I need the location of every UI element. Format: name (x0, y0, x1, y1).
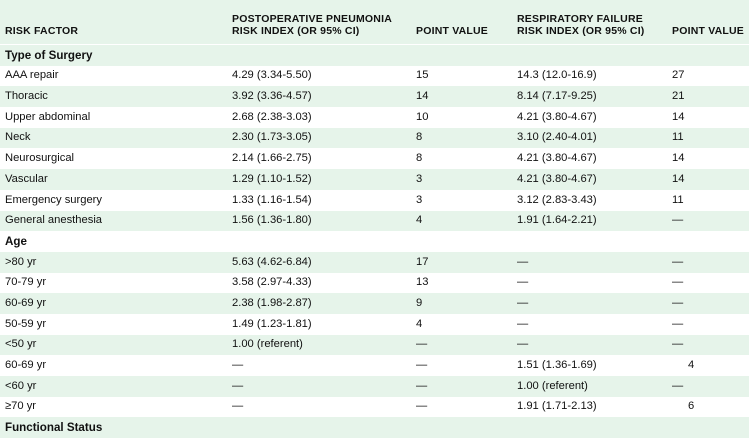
pneumonia-point-cell: — (416, 379, 428, 392)
table-row (0, 169, 749, 190)
pneumonia-index-cell: 1.33 (1.16-1.54) (232, 193, 312, 206)
respiratory-point-cell: 14 (672, 152, 685, 165)
respiratory-point-cell: — (672, 214, 684, 227)
pneumonia-point-cell: 8 (416, 152, 423, 165)
respiratory-index-cell: 1.91 (1.71-2.13) (517, 400, 597, 413)
risk-factor-cell: AAA repair (5, 69, 59, 82)
table-row (0, 148, 749, 169)
respiratory-index-cell: — (517, 338, 529, 351)
header-respiratory-line1: RESPIRATORY FAILURE (517, 13, 643, 25)
respiratory-point-cell: — (672, 379, 684, 392)
risk-factor-cell: Type of Surgery (5, 48, 93, 62)
pneumonia-index-cell: — (232, 379, 244, 392)
risk-factor-cell: Neurosurgical (5, 152, 75, 165)
respiratory-point-cell: — (672, 317, 684, 330)
pneumonia-point-cell: 8 (416, 131, 423, 144)
pneumonia-index-cell: 2.38 (1.98-2.87) (232, 296, 312, 309)
risk-factor-cell: 70-79 yr (5, 276, 47, 289)
pneumonia-index-cell: 5.63 (4.62-6.84) (232, 255, 312, 268)
pneumonia-index-cell: 4.29 (3.34-5.50) (232, 69, 312, 82)
respiratory-index-cell: 1.00 (referent) (517, 379, 588, 392)
pneumonia-index-cell: 2.30 (1.73-3.05) (232, 131, 312, 144)
pneumonia-point-cell: 4 (416, 214, 423, 227)
respiratory-point-cell: 14 (672, 110, 685, 123)
pneumonia-index-cell: 1.49 (1.23-1.81) (232, 317, 312, 330)
respiratory-point-cell: — (672, 296, 684, 309)
pneumonia-index-cell: 1.56 (1.36-1.80) (232, 214, 312, 227)
respiratory-point-cell: 11 (672, 131, 684, 144)
respiratory-index-cell: 3.12 (2.83-3.43) (517, 193, 597, 206)
table-row (0, 252, 749, 273)
table-row (0, 128, 749, 149)
table-row (0, 335, 749, 356)
header-point-value-2: POINT VALUE (672, 25, 745, 37)
pneumonia-point-cell: 9 (416, 296, 423, 309)
respiratory-index-cell: 4.21 (3.80-4.67) (517, 172, 597, 185)
respiratory-index-cell: — (517, 317, 529, 330)
respiratory-point-cell: — (672, 276, 684, 289)
pneumonia-index-cell: 3.92 (3.36-4.57) (232, 90, 312, 103)
risk-factor-cell: Upper abdominal (5, 110, 91, 123)
risk-factor-cell: Age (5, 234, 27, 248)
pneumonia-index-cell: 3.58 (2.97-4.33) (232, 276, 312, 289)
pneumonia-index-cell: — (232, 400, 244, 413)
pneumonia-point-cell: — (416, 338, 428, 351)
table-row (0, 314, 749, 335)
pneumonia-point-cell: 3 (416, 193, 423, 206)
respiratory-index-cell: 4.21 (3.80-4.67) (517, 152, 597, 165)
section-row (0, 231, 749, 252)
respiratory-point-cell: — (672, 338, 684, 351)
risk-factor-cell: Thoracic (5, 90, 48, 103)
risk-factor-cell: 60-69 yr (5, 359, 47, 372)
header-pneumonia-index (228, 13, 411, 44)
pneumonia-index-cell: — (232, 359, 244, 372)
table-body (0, 45, 749, 438)
table-row (0, 273, 749, 294)
risk-factor-cell: Functional Status (5, 420, 103, 434)
respiratory-index-cell: 4.21 (3.80-4.67) (517, 110, 597, 123)
pneumonia-point-cell: 17 (416, 255, 429, 268)
respiratory-index-cell: — (517, 296, 529, 309)
respiratory-index-cell: 14.3 (12.0-16.9) (517, 69, 597, 82)
table-row (0, 107, 749, 128)
table-row (0, 211, 749, 232)
pneumonia-index-cell: 2.68 (2.38-3.03) (232, 110, 312, 123)
pneumonia-point-cell: 10 (416, 110, 429, 123)
table-row (0, 355, 749, 376)
table-row (0, 86, 749, 107)
pneumonia-point-cell: 15 (416, 69, 429, 82)
table-row (0, 66, 749, 87)
section-row (0, 417, 749, 438)
respiratory-index-cell: 1.91 (1.64-2.21) (517, 214, 597, 227)
respiratory-point-cell: 4 (688, 359, 695, 372)
pneumonia-point-cell: 3 (416, 172, 423, 185)
risk-factor-cell: Neck (5, 131, 31, 144)
header-respiratory-line2: RISK INDEX (OR 95% CI) (517, 25, 645, 37)
risk-factor-cell: Vascular (5, 172, 48, 185)
respiratory-index-cell: 1.51 (1.36-1.69) (517, 359, 597, 372)
risk-factor-cell: 50-59 yr (5, 317, 47, 330)
respiratory-point-cell: 11 (672, 193, 684, 206)
pneumonia-index-cell: 2.14 (1.66-2.75) (232, 152, 312, 165)
respiratory-index-cell: — (517, 276, 529, 289)
pneumonia-index-cell: 1.29 (1.10-1.52) (232, 172, 312, 185)
respiratory-index-cell: — (517, 255, 529, 268)
respiratory-point-cell: 21 (672, 90, 685, 103)
respiratory-index-cell: 3.10 (2.40-4.01) (517, 131, 597, 144)
risk-factor-cell: <60 yr (5, 379, 37, 392)
table-row (0, 293, 749, 314)
risk-factor-cell: 60-69 yr (5, 296, 47, 309)
header-pneumonia-line1: POSTOPERATIVE PNEUMONIA (232, 13, 392, 25)
respiratory-point-cell: 27 (672, 69, 685, 82)
header-respiratory-index (511, 13, 672, 44)
table-row (0, 190, 749, 211)
respiratory-index-cell: 8.14 (7.17-9.25) (517, 90, 597, 103)
pneumonia-point-cell: — (416, 400, 428, 413)
risk-factor-cell: >80 yr (5, 255, 37, 268)
pneumonia-point-cell: 4 (416, 317, 423, 330)
risk-factor-cell: Emergency surgery (5, 193, 102, 206)
table-header (0, 0, 749, 45)
table-row (0, 376, 749, 397)
header-pneumonia-line2: RISK INDEX (OR 95% CI) (232, 25, 360, 37)
section-row (0, 45, 749, 66)
respiratory-point-cell: 14 (672, 172, 685, 185)
header-risk-factor: RISK FACTOR (5, 25, 79, 37)
risk-factor-cell: <50 yr (5, 338, 37, 351)
header-point-value-1: POINT VALUE (416, 25, 489, 37)
pneumonia-point-cell: 14 (416, 90, 429, 103)
respiratory-point-cell: — (672, 255, 684, 268)
pneumonia-index-cell: 1.00 (referent) (232, 338, 303, 351)
pneumonia-point-cell: — (416, 359, 428, 372)
table-row (0, 397, 749, 418)
respiratory-point-cell: 6 (688, 400, 695, 413)
risk-factor-cell: General anesthesia (5, 214, 103, 227)
pneumonia-point-cell: 13 (416, 276, 429, 289)
risk-factor-cell: ≥70 yr (5, 400, 37, 413)
